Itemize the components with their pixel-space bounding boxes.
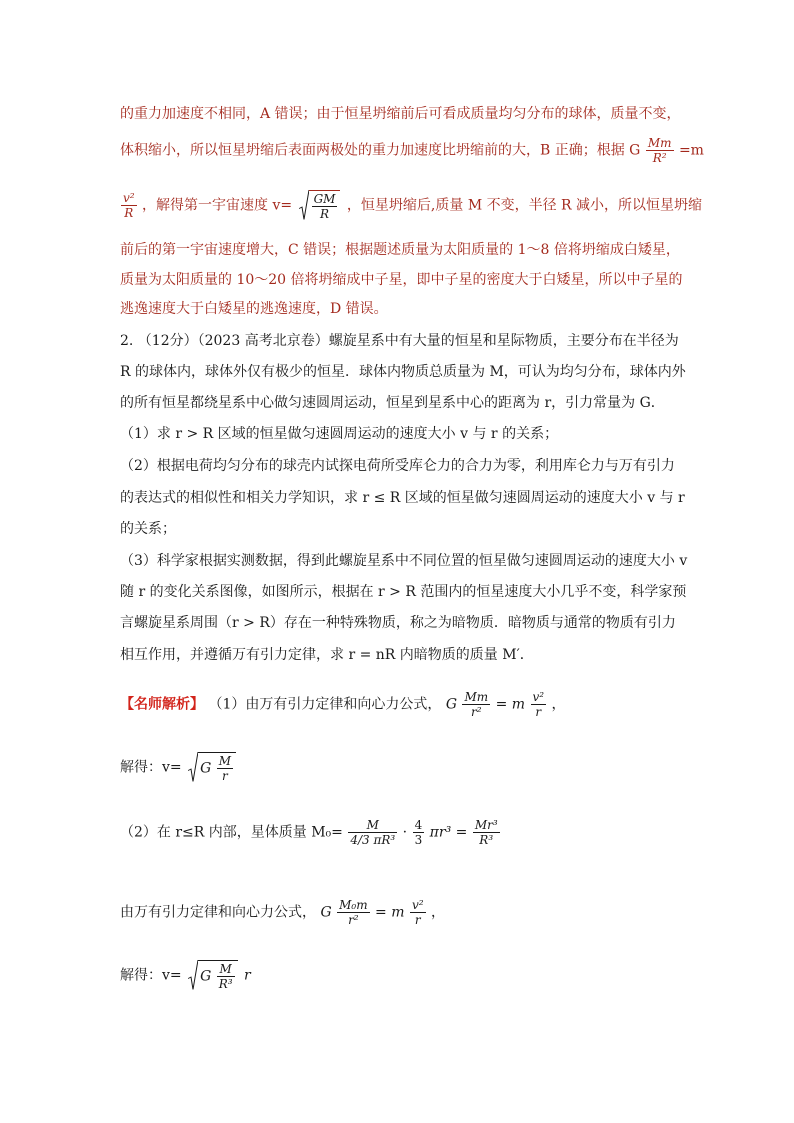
fraction-numerator: M (348, 818, 397, 833)
problem2-line-1 (120, 331, 679, 351)
problem2-q3-line-1 (120, 551, 687, 571)
question-text: 言螺旋星系周围（r > R）存在一种特殊物质，称之为暗物质．暗物质与通常的物质有引力 (120, 615, 676, 631)
solution-line-4 (120, 240, 680, 260)
problem2-q2-line-2 (120, 488, 685, 508)
fraction-v2-r (121, 191, 137, 220)
analysis-text: ， (431, 904, 445, 921)
fraction-gm-r (312, 192, 338, 221)
fraction-denominator: R (320, 207, 330, 221)
math-symbol: · (402, 824, 408, 841)
fraction-numerator: M (218, 754, 232, 768)
math-symbol: = m (495, 696, 526, 713)
fraction-mm-r2 (462, 690, 490, 719)
solution-line-5 (120, 270, 683, 290)
problem2-q3-line-4 (120, 645, 534, 665)
fraction-numerator: M₀m (339, 898, 368, 912)
analysis-step-1 (120, 690, 566, 719)
solution-text: 前后的第一宇宙速度增大，C 错误；根据题述质量为太阳质量的 1～8 倍将坍缩成白矮星， (120, 242, 680, 258)
question-text: 随 r 的变化关系图像，如图所示，根据在 r > R 范围内的恒星速度大小几乎不变，科学家预 (120, 584, 687, 600)
problem2-line-2 (120, 362, 686, 382)
solution-line-1 (120, 104, 681, 124)
radical-sign-icon (299, 190, 309, 221)
fraction-numerator: v² (532, 690, 545, 704)
problem2-q3-line-3 (120, 613, 676, 633)
solution-line-2 (120, 136, 704, 165)
question-text: （1）求 r > R 区域的恒星做匀速圆周运动的速度大小 v 与 r 的关系； (120, 426, 559, 442)
question-text: （3）科学家根据实测数据，得到此螺旋星系中不同位置的恒星做匀速圆周运动的速度大小 v (120, 553, 688, 569)
analysis-solve-2 (120, 960, 251, 991)
math-symbol: G (320, 904, 332, 921)
solution-text: 体积缩小，所以恒星坍缩后表面两极处的重力加速度比坍缩前的大，B 正确；根据 G (120, 142, 641, 159)
problem2-line-3 (120, 393, 665, 413)
solution-text: 逃逸速度大于白矮星的逃逸速度，D 错误。 (120, 301, 388, 317)
analysis-step-2 (120, 818, 501, 847)
analysis-text: ， (551, 696, 566, 713)
fraction-v2-r (531, 690, 547, 719)
fraction-m-r3 (217, 962, 235, 991)
fraction-denominator: r² (348, 913, 359, 927)
question-text: 的表达式的相似性和相关力学知识，求 r ≤ R 区域的恒星做匀速圆周运动的速度大小 v 与 r (120, 490, 685, 506)
analysis-text: （1）由万有引力定律和向心力公式， (208, 696, 442, 713)
fraction-m-over-volume (348, 818, 397, 847)
fraction-denominator: r² (471, 705, 482, 719)
analysis-solve-1 (120, 752, 238, 783)
solution-line-3 (120, 190, 702, 221)
math-symbol: πr³ = (429, 824, 468, 841)
math-symbol: G (445, 696, 457, 713)
radical-sign-icon (188, 960, 198, 991)
fraction-4-3 (413, 818, 425, 847)
fraction-numerator: GM (313, 192, 336, 206)
problem-text: R 的球体内，球体外仅有极少的恒星．球体内物质总质量为 M，可认为均匀分布，球体内外 (120, 364, 686, 380)
analysis-text: 解得：v= (120, 759, 182, 776)
fraction-numerator: Mm (464, 690, 489, 704)
problem2-q1 (120, 424, 558, 444)
math-symbol: = m (375, 904, 405, 921)
sqrt-gm-r (299, 190, 341, 221)
question-text: 的关系； (120, 521, 176, 537)
fraction-numerator: M (217, 962, 235, 977)
solution-text: ，恒星坍缩后,质量 M 不变，半径 R 减小，所以恒星坍缩 (346, 197, 703, 214)
fraction-m0m-r2 (337, 898, 369, 927)
fraction-denominator: 3 (414, 833, 423, 847)
problem2-q2-line-1 (120, 456, 675, 476)
question-text: （2）根据电荷均匀分布的球壳内试探电荷所受库仑力的合力为零，利用库仑力与万有引力 (120, 458, 675, 474)
fraction-mm-r2 (646, 136, 674, 165)
solution-text: 质量为太阳质量的 10～20 倍将坍缩成中子星，即中子星的密度大于白矮星，所以中子星的 (120, 272, 683, 288)
fraction-m-r (217, 754, 233, 783)
fraction-numerator: Mr³ (474, 818, 498, 832)
fraction-mr3-r3 (473, 818, 500, 847)
question-text: 相互作用，并遵循万有引力定律，求 r = nR 内暗物质的质量 M′． (120, 647, 534, 663)
math-symbol: G (200, 760, 212, 777)
solution-text: 的重力加速度不相同，A 错误；由于恒星坍缩前后可看成质量均匀分布的球体，质量不变， (120, 106, 681, 122)
fraction-denominator: r (535, 705, 542, 719)
fraction-numerator: v² (411, 898, 424, 912)
fraction-denominator: R² (652, 151, 667, 165)
radical-sign-icon (188, 752, 198, 783)
problem2-q3-line-2 (120, 582, 686, 602)
problem2-q2-line-3 (120, 519, 176, 539)
fraction-numerator: v² (123, 191, 135, 205)
fraction-v2-r (410, 898, 426, 927)
fraction-numerator: Mm (647, 136, 672, 150)
analysis-text: 由万有引力定律和向心力公式， (120, 904, 316, 921)
solution-text: =m (678, 142, 704, 159)
analysis-text: 解得：v= (120, 967, 182, 984)
analysis-text: （2）在 r≤R 内部，星体质量 M₀= (120, 824, 343, 841)
fraction-numerator: 4 (414, 818, 423, 832)
solution-text: ，解得第一宇宙速度 v= (142, 197, 293, 214)
fraction-denominator: R³ (479, 833, 494, 847)
analysis-step-3 (120, 898, 445, 927)
fraction-denominator: R (124, 206, 134, 220)
fraction-denominator: r (414, 913, 421, 927)
math-symbol: r (244, 967, 251, 984)
fraction-denominator: r (222, 769, 228, 783)
problem-text: 的所有恒星都绕星系中心做匀速圆周运动，恒星到星系中心的距离为 r，引力常量为 G． (120, 395, 665, 411)
solution-line-6 (120, 299, 388, 319)
sqrt-g-m-r3 (188, 960, 238, 991)
problem-text: 2. （12分）（2023 高考北京卷）螺旋星系中有大量的恒星和星际物质，主要分布在半径为 (120, 333, 679, 349)
math-symbol: G (200, 968, 212, 985)
analysis-tag: 【名师解析】 (120, 696, 204, 713)
sqrt-g-m-r (188, 752, 236, 783)
fraction-denominator: R³ (218, 977, 233, 991)
fraction-denominator: 4/3 πR³ (350, 833, 396, 847)
